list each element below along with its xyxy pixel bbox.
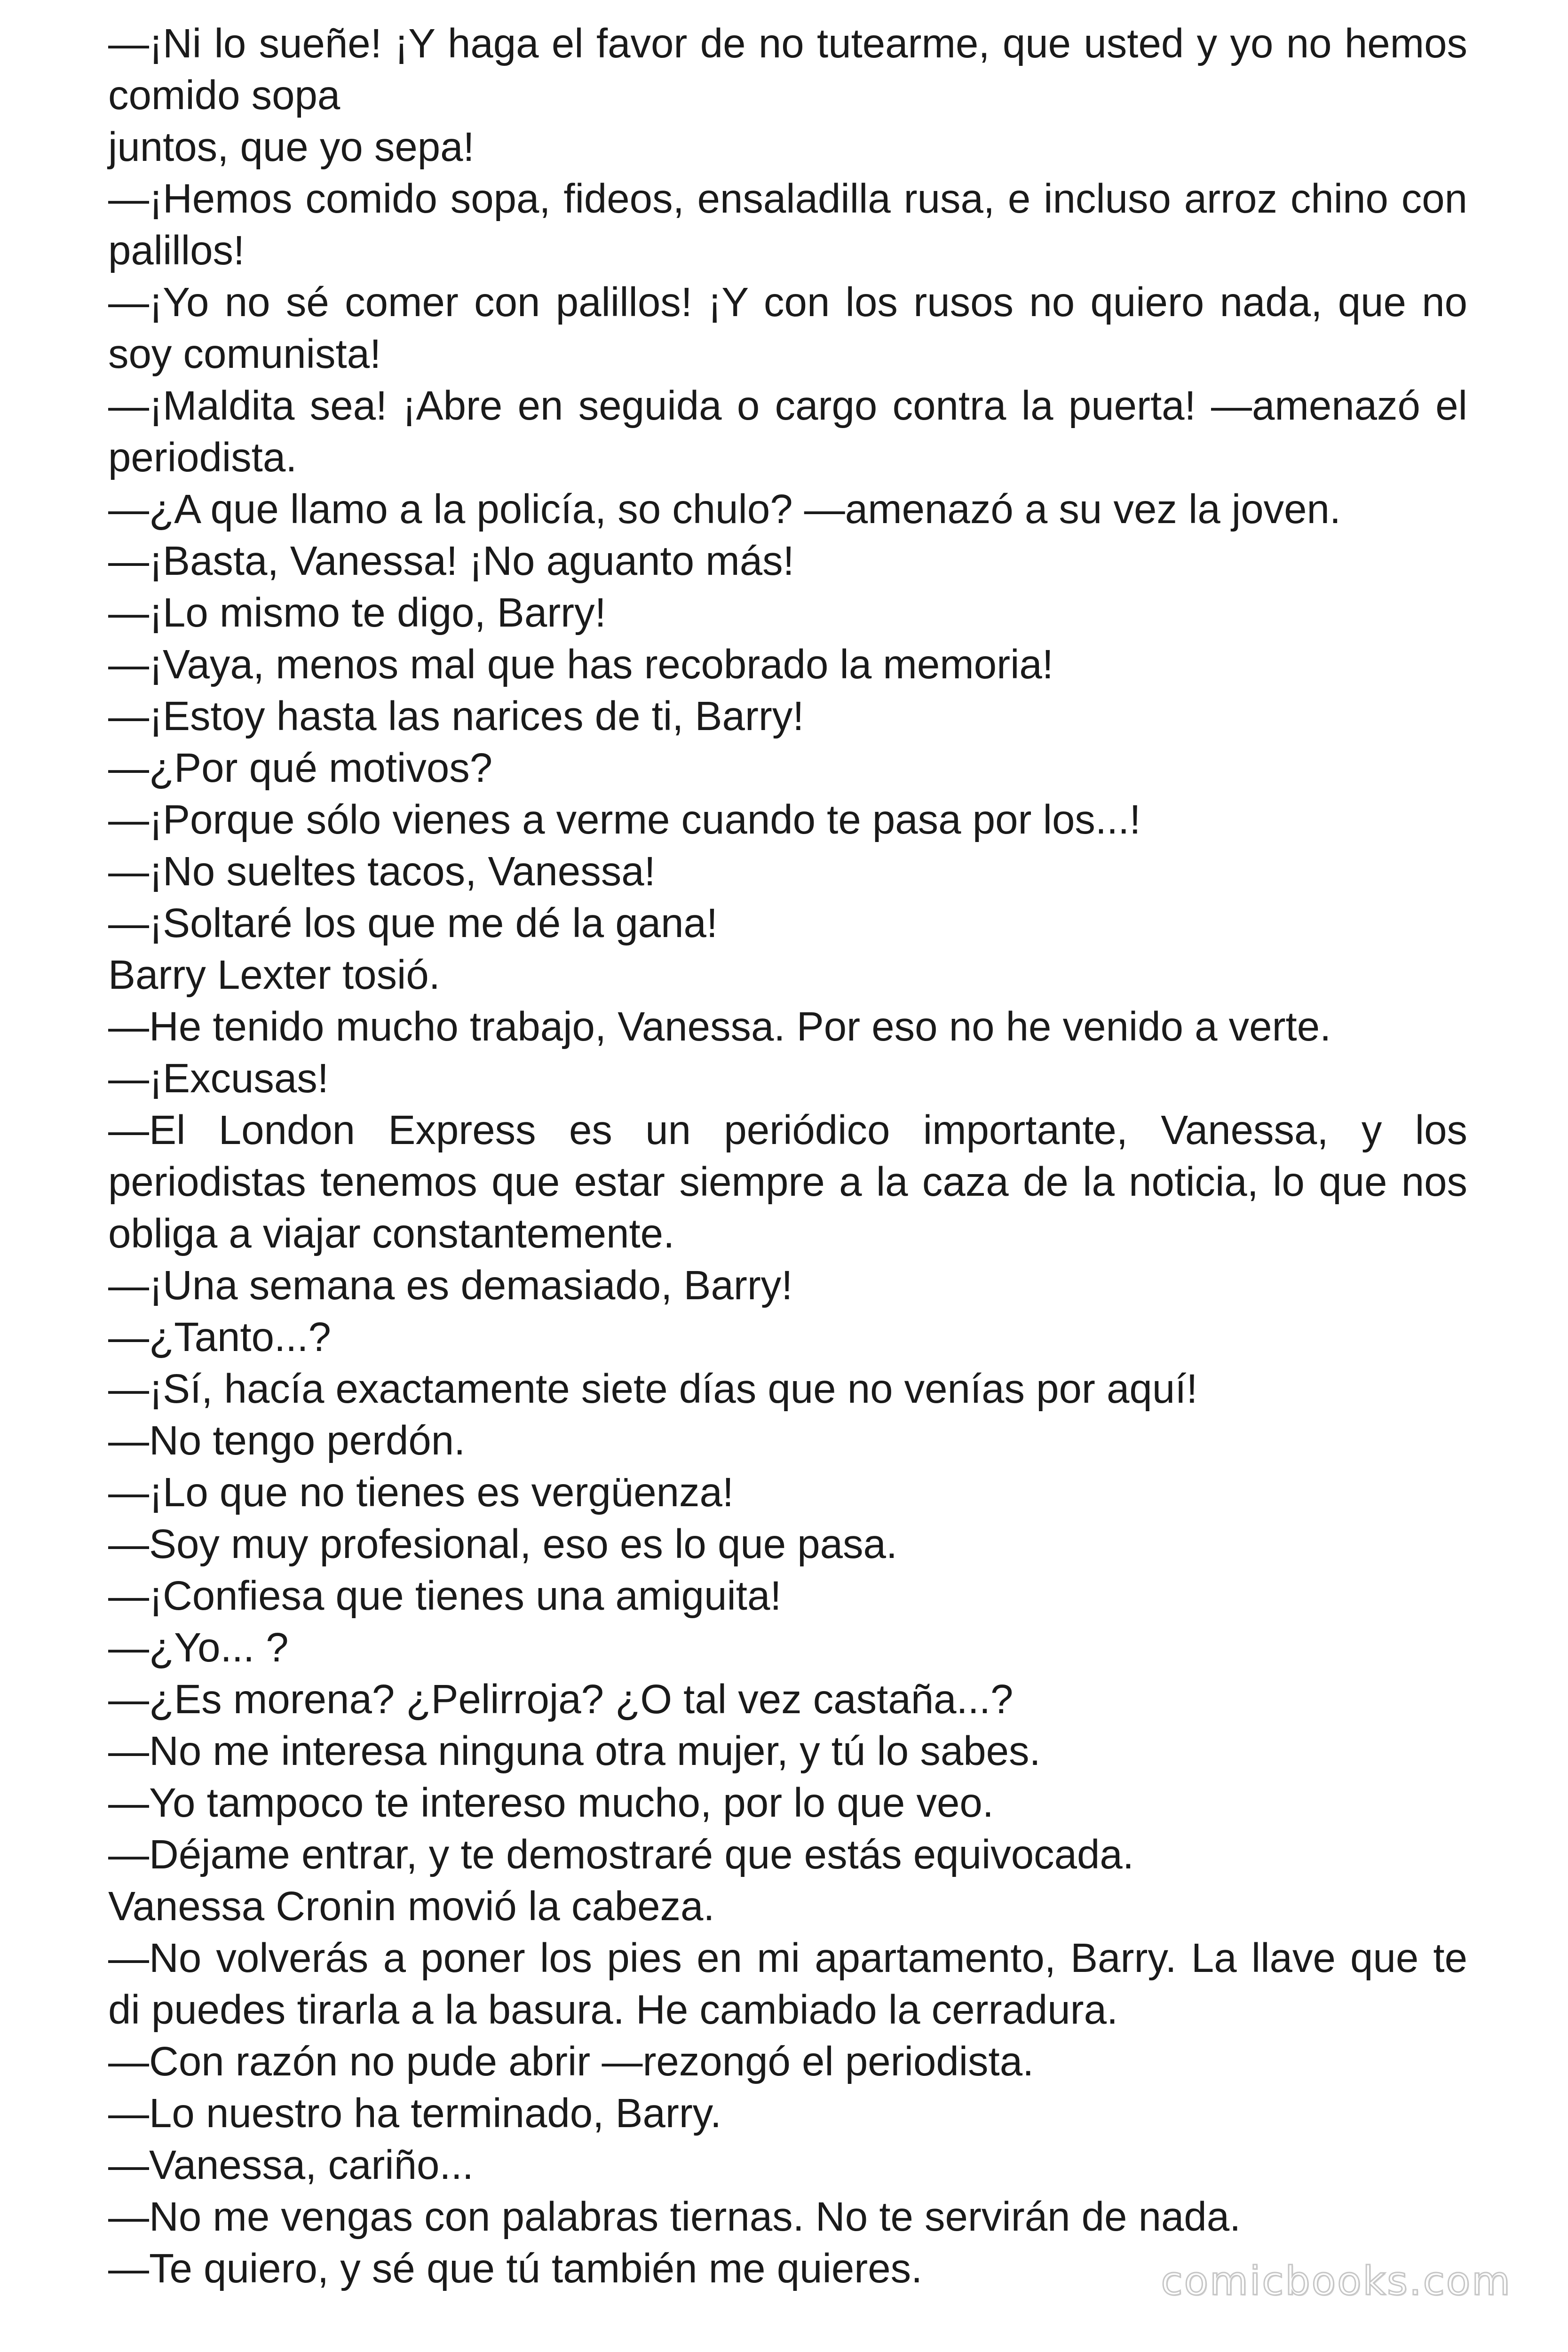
paragraph: —¿Yo... ? — [108, 1625, 289, 1670]
paragraph: —¡Yo no sé comer con palillos! ¡Y con los rusos no quiero nada, que no soy comunista! — [108, 279, 1467, 377]
paragraph: —¡Porque sólo vienes a verme cuando te pasa por los...! — [108, 797, 1141, 842]
paragraph: —Yo tampoco te intereso mucho, por lo que veo. — [108, 1780, 994, 1826]
paragraph: —Te quiero, y sé que tú también me quieres. — [108, 2246, 923, 2291]
paragraph: —¿A que llamo a la policía, so chulo? —amenazó a su vez la joven. — [108, 486, 1341, 532]
paragraph: —¡Basta, Vanessa! ¡No aguanto más! — [108, 538, 794, 584]
paragraph: —No volverás a poner los pies en mi apartamento, Barry. La llave que te di puedes tirarla a la basura. He cambiado la cerradura. — [108, 1935, 1467, 2033]
paragraph: Vanessa Cronin movió la cabeza. — [108, 1883, 715, 1929]
paragraph: —¡Confiesa que tienes una amiguita! — [108, 1573, 782, 1619]
paragraph: —¡Vaya, menos mal que has recobrado la memoria! — [108, 642, 1053, 687]
paragraph: —¿Tanto...? — [108, 1314, 331, 1360]
paragraph: Barry Lexter tosió. — [108, 952, 440, 998]
paragraph: —El London Express es un periódico importante, Vanessa, y los periodistas tenemos que estar siempre a la caza de la noticia, lo que nos obliga a viajar constantemente. — [108, 1107, 1467, 1256]
paragraph: —Soy muy profesional, eso es lo que pasa. — [108, 1521, 898, 1567]
paragraph: —Con razón no pude abrir —rezongó el periodista. — [108, 2039, 1034, 2084]
paragraph: —Déjame entrar, y te demostraré que estás equivocada. — [108, 1832, 1134, 1877]
paragraph: —¡Maldita sea! ¡Abre en seguida o cargo contra la puerta! —amenazó el periodista. — [108, 383, 1467, 480]
paragraph: —¿Es morena? ¿Pelirroja? ¿O tal vez castaña...? — [108, 1677, 1014, 1722]
paragraph: —¡Excusas! — [108, 1056, 329, 1101]
paragraph: —¡No sueltes tacos, Vanessa! — [108, 849, 656, 894]
paragraph: —¡Lo que no tienes es vergüenza! — [108, 1470, 734, 1515]
paragraph: —¡Hemos comido sopa, fideos, ensaladilla rusa, e incluso arroz chino con palillos! — [108, 176, 1467, 273]
paragraph: —He tenido mucho trabajo, Vanessa. Por eso no he venido a verte. — [108, 1004, 1331, 1049]
paragraph: —¡Soltaré los que me dé la gana! — [108, 900, 718, 946]
paragraph: —No me vengas con palabras tiernas. No te servirán de nada. — [108, 2194, 1241, 2240]
paragraph: —Lo nuestro ha terminado, Barry. — [108, 2090, 722, 2136]
document-page — [108, 18, 1467, 2295]
paragraph: —No me interesa ninguna otra mujer, y tú lo sabes. — [108, 1728, 1041, 1774]
paragraph: —¡Una semana es demasiado, Barry! — [108, 1263, 793, 1308]
paragraph: —Vanessa, cariño... — [108, 2142, 474, 2188]
paragraph: —¡Lo mismo te digo, Barry! — [108, 590, 606, 636]
paragraph: —No tengo perdón. — [108, 1418, 466, 1463]
body-text — [108, 18, 1467, 2295]
paragraph: —¡Estoy hasta las narices de ti, Barry! — [108, 693, 804, 739]
paragraph: —¿Por qué motivos? — [108, 745, 493, 791]
paragraph: —¡Ni lo sueñe! ¡Y haga el favor de no tutearme, que usted y yo no hemos comido sopa juntos, que yo sepa! — [108, 21, 1467, 170]
watermark: comicbooks.com — [1161, 2258, 1512, 2304]
paragraph: —¡Sí, hacía exactamente siete días que no venías por aquí! — [108, 1366, 1198, 1412]
